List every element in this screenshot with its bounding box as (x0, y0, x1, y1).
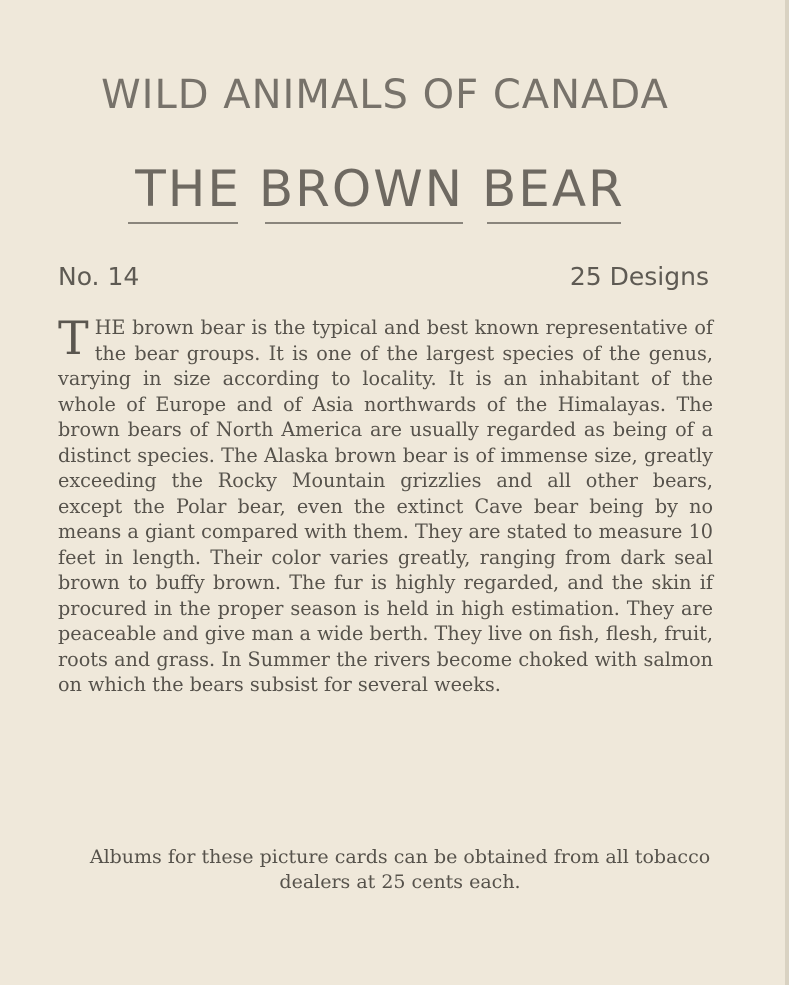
description-text: HE brown bear is the typical and best known representative of the bear groups. It is one of the largest species of the genus, varying in size according to locality. It is an inhabitant of the whole of Europe and of Asia northwards of the Himalayas. The brown bears of North America are usually regarded as being of a distinct species. The Alaska brown bear is of immense size, greatly exceeding the Rocky Mountain grizzlies and all other bears, except the Polar bear, even the extinct Cave bear being by no means a giant compared with them. They are stated to measure 10 feet in length. Their color varies greatly, ranging from dark seal brown to buffy brown. The fur is highly regarded, and the skin if procured in the proper season is held in high estimation. They are peaceable and give man a wide berth. They live on fish, flesh, fruit, roots and grass. In Summer the rivers become choked with salmon on which the bears subsist for several weeks. (58, 316, 713, 696)
title-underline-center (265, 222, 463, 224)
series-title: WILD ANIMALS OF CANADA (101, 72, 669, 118)
card-edge (785, 0, 789, 985)
card-number: No. 14 (58, 262, 140, 291)
title-underline-left (128, 222, 238, 224)
album-note: Albums for these picture cards can be obtained from all tobacco dealers at 25 cents each. (89, 846, 711, 893)
designs-count: 25 Designs (569, 262, 709, 291)
description-paragraph (58, 311, 713, 698)
title-underline-right (487, 222, 621, 224)
drop-cap: T (58, 311, 89, 365)
card-title: THE BROWN BEAR (135, 160, 625, 218)
